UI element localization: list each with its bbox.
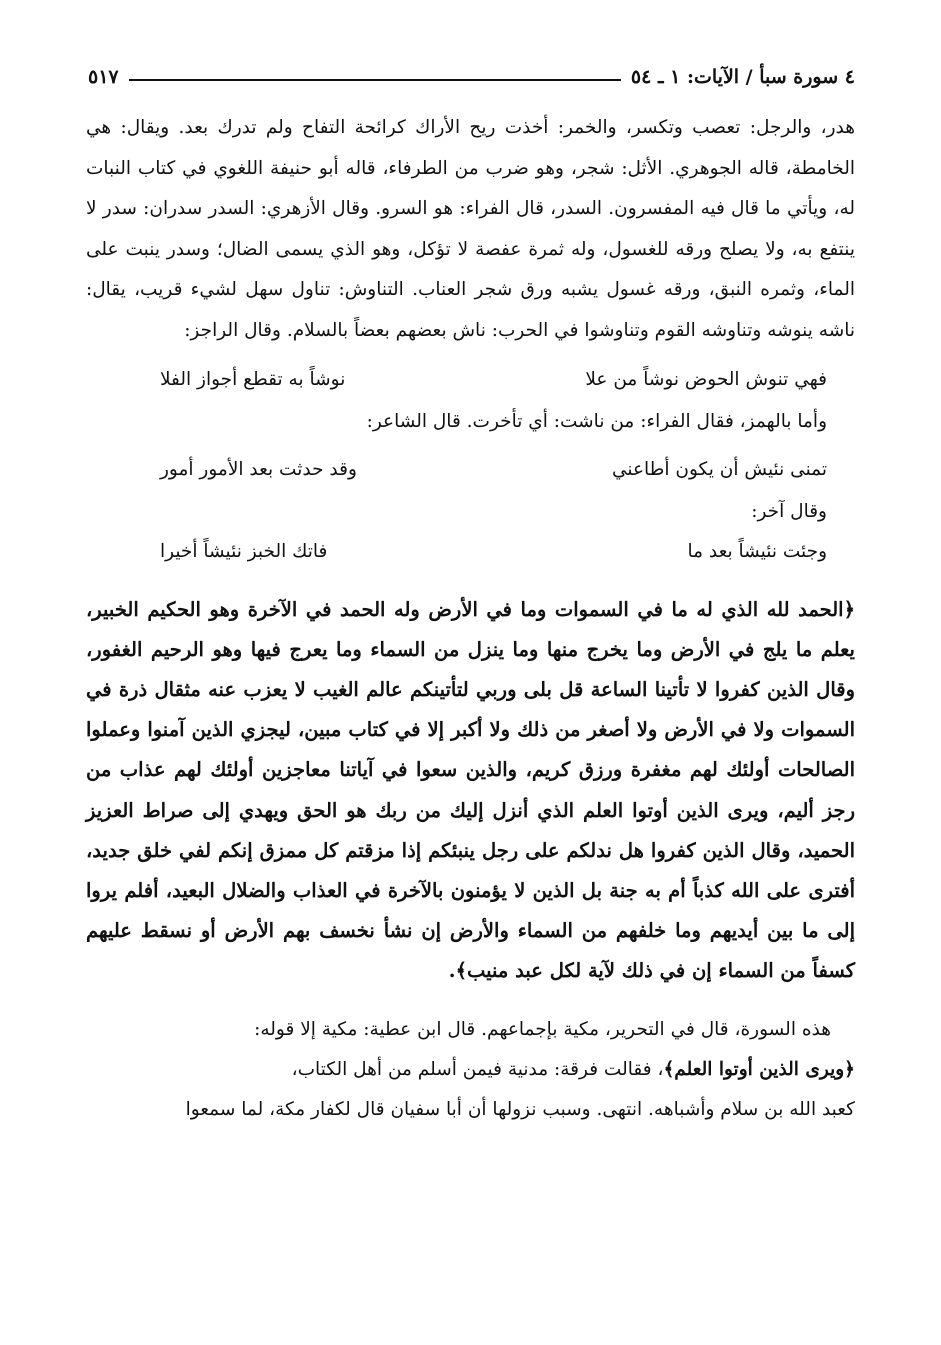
hamz-note: وأما بالهمز، فقال الفراء: من ناشت: أي تأخرت. قال الشاعر: <box>366 410 827 432</box>
verse-3-second-hemistich: فاتك الخبز نئيشاً أخيرا <box>160 540 328 562</box>
commentary-paragraph: هدر، والرجل: تعصب وتكسر، والخمر: أخذت ريح الأراك كرائحة التفاح ولم تدرك بعد. ويقال: هي الخامطة، قاله الجوهري. الأثل: شجر، وهو ضرب من الطرفاء، قاله أبو حنيفة اللغوي في كتاب النبات له، ويأتي ما قال فيه المفسرون. السدر، قال الفراء: هو السرو. وقال الأزهري: السدر سدران: سدر لا ينتفع به، ولا يصلح ورقه للغسول، وله ثمرة عفصة لا تؤكل، وهو الذي يسمى الضال؛ وسدر ينبت على الماء، وثمره النبق، ورقه غسول يشبه ورق شجر العناب. التناوش: تناول سهل لشيء قريب، يقال: ناشه ينوشه وتناوشه القوم وتناوشوا في الحرب: ناش بعضهم بعضاً بالسلام. وقال الراجز: <box>86 117 855 341</box>
verse-2-first-hemistich: تمنى نئيش أن يكون أطاعني <box>611 458 827 480</box>
commentary-line-2 <box>86 1050 855 1090</box>
commentary-line-3: كعبد الله بن سلام وأشباهه. انتهى. وسبب نزولها أن أبا سفيان قال لكفار مكة، لما سمعوا <box>185 1098 855 1120</box>
running-title: ٤ سورة سبأ / الآيات: ١ ـ ٥٤ <box>630 66 855 88</box>
verse-3-first-hemistich: وجئت نئيشاً بعد ما <box>687 540 827 562</box>
page-body <box>86 108 855 1130</box>
poetry-verse-1 <box>86 360 855 400</box>
other-poet-note: وقال آخر: <box>751 500 827 522</box>
verse-1-second-hemistich: نوشاً به تقطع أجواز الفلا <box>160 368 346 390</box>
poetry-verse-3 <box>86 532 855 572</box>
header-rule <box>129 79 621 81</box>
quran-passage: ﴿الحمد لله الذي له ما في السموات وما في الأرض وله الحمد في الآخرة وهو الحكيم الخبير، يعلم ما يلج في الأرض وما يخرج منها وما ينزل من السماء وما يعرج فيها وهو الرحيم الغفور، وقال الذين كفروا لا تأتينا الساعة قل بلى وربي لتأتينكم عالم الغيب لا يعزب عنه مثقال ذرة في السموات ولا في الأرض ولا أصغر من ذلك ولا أكبر إلا في كتاب مبين، ليجزي الذين آمنوا وعملوا الصالحات أولئك لهم مغفرة ورزق كريم، والذين سعوا في آياتنا معاجزين أولئك لهم عذاب من رجز أليم، ويرى الذين أوتوا العلم الذي أنزل إليك من ربك هو الحق ويهدي إلى صراط العزيز الحميد، وقال الذين كفروا هل ندلكم على رجل ينبئكم إذا مزقتم كل ممزق إنكم لفي خلق جديد، أفترى على الله كذباً أم به جنة بل الذين لا يؤمنون بالآخرة في العذاب والضلال البعيد، أفلم يروا إلى ما بين أيديهم وما خلفهم من السماء والأرض إن نشأ نخسف بهم الأرض أو نسقط عليهم كسفاً من السماء إن في ذلك لآية لكل عبد منيب﴾. <box>86 597 855 983</box>
commentary-line-2-text: ، فقالت فرقة: مدنية فيمن أسلم من أهل الكتاب، <box>291 1058 664 1080</box>
verse-1-first-hemistich: فهي تنوش الحوض نوشاً من علا <box>585 368 827 390</box>
verse-2-second-hemistich: وقد حدثت بعد الأمور أمور <box>160 458 357 480</box>
page-header <box>88 62 855 92</box>
poetry-verse-2 <box>86 450 855 490</box>
commentary-line-1: هذه السورة، قال في التحرير، مكية بإجماعهم. قال ابن عطية: مكية إلا قوله: <box>254 1018 831 1040</box>
commentary-continuation <box>86 1010 855 1130</box>
page-number: ٥١٧ <box>88 66 119 88</box>
quoted-verse: ﴿ويرى الذين أوتوا العلم﴾ <box>663 1058 855 1080</box>
